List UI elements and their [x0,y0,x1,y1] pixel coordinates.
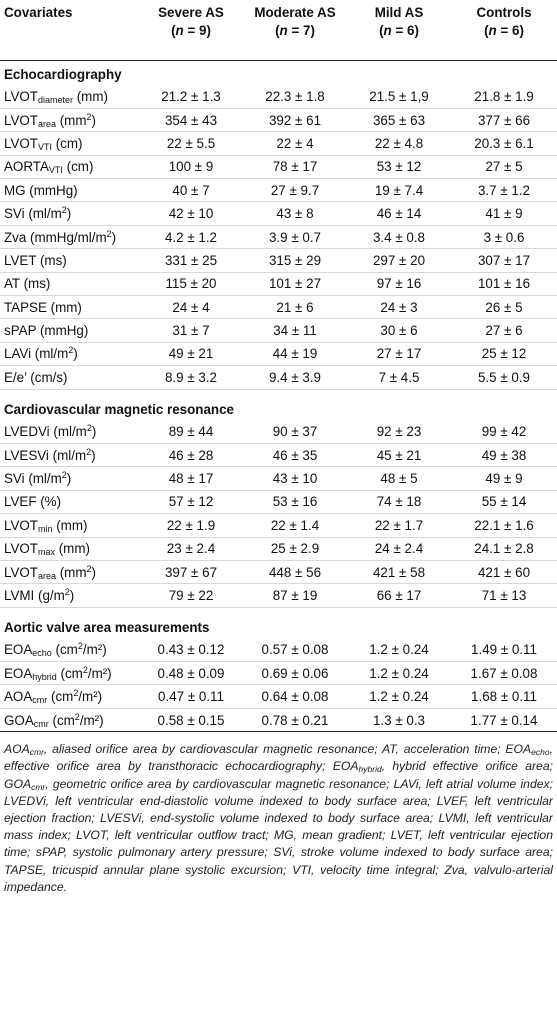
table-row [0,708,557,731]
value-cell: 100 ± 9 [139,155,243,178]
label-tail: ) [111,229,117,245]
value-cell: 49 ± 21 [139,342,243,365]
value-cell: 22 ± 1.4 [243,514,347,537]
footnote-text: , geometric orifice area by cardiovascular magnetic resonance; LAVi, left atrial volume index; LVEDVi, left ventricular end-diastolic volume indexed to body surface area; LVEF, left ventricular ejection fraction; LVESVi, end-systolic volume indexed to body surface area; LVMI, left ventricular mass index; LVOT, left ventricular outflow tract; MG, mean gradient; LVET, left ventricular ejection time; sPAP, systolic pulmonary artery pressure; SVi, stroke volume indexed to body surface area; TAPSE, tricuspid annular plane systolic excursion; VTI, velocity time integral; Zva, valvulo-arterial impedance. [4,776,553,894]
label-sup: 2 [106,228,112,239]
value-cell: 79 ± 22 [139,584,243,607]
value-cell: 9.4 ± 3.9 [243,366,347,389]
group-name: Controls [476,5,532,20]
value-cell: 21.2 ± 1.3 [139,85,243,108]
label-post: (mm) [55,541,90,557]
label-pre: EOA [4,642,33,658]
label-pre: LVOT [4,88,38,104]
value-cell: 331 ± 25 [139,249,243,272]
value-cell: 46 ± 35 [243,443,347,466]
value-cell: 21.5 ± 1,9 [347,85,451,108]
table-row [0,420,557,443]
value-cell: 3.9 ± 0.7 [243,225,347,248]
footnote-text: , aliased orifice area by cardiovascular magnetic resonance; AT, acceleration time; EOA [43,742,532,757]
value-cell: 40 ± 7 [139,179,243,202]
label-tail: ) [91,112,96,128]
value-cell: 22 ± 4.8 [347,132,451,155]
value-cell: 31 ± 7 [139,319,243,342]
value-cell: 0.57 ± 0.08 [243,638,347,661]
label-pre: LVOT [4,517,38,533]
value-cell: 27 ± 9.7 [243,179,347,202]
label-pre: Zva (mmHg/ml/m [4,229,107,245]
value-cell: 22.3 ± 1.8 [243,85,347,108]
value-cell: 22 ± 1.7 [347,514,451,537]
label-sup: 2 [61,205,67,216]
value-cell: 22 ± 5.5 [139,132,243,155]
label-tail: /m²) [79,712,104,728]
value-cell: 90 ± 37 [243,420,347,443]
label-sup: 2 [86,446,92,457]
value-cell: 421 ± 60 [451,560,557,583]
label-pre: LVEF (%) [4,494,62,510]
table-body [0,60,557,732]
label-post: (mm [56,564,87,580]
covariate-label [0,662,139,685]
section-title: Aortic valve area measurements [4,619,210,635]
label-pre: SVi (ml/m [4,471,62,487]
table-row [0,342,557,365]
value-cell: 30 ± 6 [347,319,451,342]
covariate-label [0,514,139,537]
value-cell: 3 ± 0.6 [451,225,557,248]
table-header [0,0,557,60]
value-cell: 0.78 ± 0.21 [243,708,347,731]
value-cell: 21 ± 6 [243,296,347,319]
value-cell: 297 ± 20 [347,249,451,272]
value-cell: 46 ± 14 [347,202,451,225]
covariate-label [0,490,139,513]
value-cell: 44 ± 19 [243,342,347,365]
value-cell: 34 ± 11 [243,319,347,342]
footnote-text: , hybrid effective orifice area; GOA [4,759,553,791]
value-cell: 354 ± 43 [139,108,243,131]
value-cell: 97 ± 16 [347,272,451,295]
value-cell: 66 ± 17 [347,584,451,607]
value-cell: 92 ± 23 [347,420,451,443]
label-sub: echo [32,648,52,659]
label-tail: ) [91,424,97,440]
covariate-label [0,537,139,560]
value-cell: 1.3 ± 0.3 [347,708,451,731]
label-pre: EOA [4,665,33,681]
group-name: Mild AS [374,5,424,20]
label-sub: hybrid [32,671,57,682]
label-tail: /m²) [87,665,112,681]
value-cell: 46 ± 28 [139,443,243,466]
value-cell: 41 ± 9 [451,202,557,225]
footnote-text: AOA [4,742,30,757]
label-pre: LVET (ms) [4,252,67,268]
value-cell: 7 ± 4.5 [347,366,451,389]
table-row [0,638,557,661]
value-cell: 27 ± 17 [347,342,451,365]
table-row [0,514,557,537]
value-cell: 1.2 ± 0.24 [347,662,451,685]
value-cell: 0.43 ± 0.12 [139,638,243,661]
value-cell: 1.2 ± 0.24 [347,685,451,708]
covariate-label [0,584,139,607]
value-cell: 0.69 ± 0.06 [243,662,347,685]
covariate-label [0,155,139,178]
value-cell: 4.2 ± 1.2 [139,225,243,248]
value-cell: 55 ± 14 [451,490,557,513]
covariate-label [0,560,139,583]
n-value: 7 [303,23,311,38]
value-cell: 49 ± 9 [451,467,557,490]
n-value: 6 [512,23,520,38]
label-sup: 2 [82,664,88,675]
value-cell: 315 ± 29 [243,249,347,272]
label-pre: GOA [4,712,34,728]
value-cell: 42 ± 10 [139,202,243,225]
table-row [0,443,557,466]
label-sup: 2 [64,587,70,597]
table-row [0,560,557,583]
table-row [0,537,557,560]
label-sub: VTI [48,165,63,176]
footnote-subscript: cmr [29,747,44,758]
label-sub: cmr [33,718,49,729]
footnote-subscript: hybrid [358,764,382,775]
label-pre: LVOT [4,112,38,128]
label-post: (cm [56,665,83,681]
covariate-label [0,638,139,661]
value-cell: 3.4 ± 0.8 [347,225,451,248]
covariate-label [0,319,139,342]
covariate-label [0,108,139,131]
value-cell: 45 ± 21 [347,443,451,466]
value-cell: 57 ± 12 [139,490,243,513]
value-cell: 27 ± 5 [451,155,557,178]
covariates-header: Covariates [4,5,73,20]
value-cell: 20.3 ± 6.1 [451,132,557,155]
covariate-label [0,272,139,295]
label-sup: 2 [68,345,74,356]
label-pre: TAPSE (mm) [4,299,82,315]
label-post: (mm) [73,88,108,104]
label-pre: E/e’ (cm/s) [4,369,68,385]
table-row [0,685,557,708]
section-row [0,613,557,638]
value-cell: 8.9 ± 3.2 [139,366,243,389]
covariate-label [0,366,139,389]
label-pre: LVOT [4,564,38,580]
value-cell: 74 ± 18 [347,490,451,513]
label-sub: VTI [37,141,52,152]
value-cell: 421 ± 58 [347,560,451,583]
n-value: 6 [407,23,415,38]
label-pre: AORTA [4,159,49,175]
group-name: Moderate AS [254,5,336,20]
value-cell: 26 ± 5 [451,296,557,319]
table-row [0,108,557,131]
table-row [0,662,557,685]
value-cell: 24 ± 3 [347,296,451,319]
label-post: (cm) [52,135,83,151]
value-cell: 3.7 ± 1.2 [451,179,557,202]
group-header-severe: Severe AS (n = 9) [158,5,224,38]
footnote-subscript: cmr [31,781,46,792]
value-cell: 392 ± 61 [243,108,347,131]
label-sup: 2 [73,688,79,699]
label-sup: 2 [86,563,92,574]
label-tail: /m²) [78,689,103,705]
label-sub: area [37,118,56,129]
n-label: n [383,23,392,38]
value-cell: 53 ± 16 [243,490,347,513]
value-cell: 27 ± 6 [451,319,557,342]
label-post: (cm [51,642,78,658]
value-cell: 0.48 ± 0.09 [139,662,243,685]
label-post: (cm [47,689,74,705]
label-sup: 2 [77,641,83,652]
value-cell: 19 ± 7.4 [347,179,451,202]
value-cell: 1.67 ± 0.08 [451,662,557,685]
covariate-label [0,467,139,490]
value-cell: 448 ± 56 [243,560,347,583]
label-post: (cm) [62,159,94,175]
value-cell: 43 ± 10 [243,467,347,490]
group-header-controls: Controls (n = 6) [476,5,532,38]
value-cell: 0.64 ± 0.08 [243,685,347,708]
value-cell: 1.2 ± 0.24 [347,638,451,661]
value-cell: 25 ± 12 [451,342,557,365]
label-pre: LVEDVi (ml/m [4,424,87,440]
value-cell: 101 ± 16 [451,272,557,295]
covariate-label [0,132,139,155]
label-sub: max [37,547,55,558]
label-pre: SVi (ml/m [4,206,62,222]
value-cell: 5.5 ± 0.9 [451,366,557,389]
footnote-subscript: echo [531,747,550,758]
value-cell: 1.77 ± 0.14 [451,708,557,731]
covariate-label [0,685,139,708]
value-cell: 25 ± 2.9 [243,537,347,560]
value-cell: 24.1 ± 2.8 [451,537,557,560]
covariate-label [0,443,139,466]
table-row [0,319,557,342]
section-title: Cardiovascular magnetic resonance [4,401,234,417]
footnote-text: , effective orifice area by transthoracic echocardiography; EOA [4,742,553,774]
value-cell: 99 ± 42 [451,420,557,443]
n-label: n [279,23,288,38]
label-sub: cmr [32,695,48,706]
value-cell: 23 ± 2.4 [139,537,243,560]
value-cell: 22 ± 4 [243,132,347,155]
label-pre: MG (mmHg) [4,182,78,198]
label-pre: AOA [4,689,33,705]
label-sub: area [37,570,56,581]
label-sub: diameter [37,94,73,105]
value-cell: 0.58 ± 0.15 [139,708,243,731]
n-value: 9 [199,23,207,38]
covariate-label [0,249,139,272]
table-row [0,272,557,295]
label-pre: LVOT [4,541,38,557]
label-pre: LVOT [4,135,38,151]
value-cell: 49 ± 38 [451,443,557,466]
label-sup: 2 [86,111,92,122]
table-row [0,584,557,607]
value-cell: 115 ± 20 [139,272,243,295]
label-sup: 2 [86,423,92,434]
n-label: n [175,23,184,38]
value-cell: 397 ± 67 [139,560,243,583]
covariate-label [0,179,139,202]
table-row [0,85,557,108]
value-cell: 48 ± 17 [139,467,243,490]
label-sub: min [37,523,53,534]
value-cell: 71 ± 13 [451,584,557,607]
table-row [0,179,557,202]
value-cell: 78 ± 17 [243,155,347,178]
group-name: Severe AS [158,5,224,20]
value-cell: 365 ± 63 [347,108,451,131]
covariate-label [0,296,139,319]
covariate-label [0,708,139,731]
value-cell: 48 ± 5 [347,467,451,490]
label-tail: /m²) [82,642,107,658]
value-cell: 307 ± 17 [451,249,557,272]
value-cell: 101 ± 27 [243,272,347,295]
label-sup: 2 [74,711,80,722]
section-row [0,60,557,85]
value-cell: 21.8 ± 1.9 [451,85,557,108]
label-tail: ) [66,471,72,487]
table-row [0,202,557,225]
table-row [0,249,557,272]
value-cell: 89 ± 44 [139,420,243,443]
table-row [0,296,557,319]
group-header-mild: Mild AS (n = 6) [374,5,424,38]
table-row [0,467,557,490]
value-cell: 53 ± 12 [347,155,451,178]
covariate-label [0,420,139,443]
table-row [0,225,557,248]
covariate-label [0,202,139,225]
covariate-label [0,225,139,248]
label-tail: ) [73,346,78,362]
value-cell: 24 ± 2.4 [347,537,451,560]
value-cell: 43 ± 8 [243,202,347,225]
value-cell: 87 ± 19 [243,584,347,607]
label-post: (cm [48,712,75,728]
value-cell: 1.68 ± 0.11 [451,685,557,708]
table-row [0,155,557,178]
label-sup: 2 [61,470,67,481]
table-footnote [0,732,557,896]
value-cell: 1.49 ± 0.11 [451,638,557,661]
label-post: (mm) [52,517,88,533]
section-title: Echocardiography [4,66,122,82]
label-tail: ) [69,588,75,603]
label-pre: LAVi (ml/m [4,346,69,362]
value-cell: 22.1 ± 1.6 [451,514,557,537]
group-header-moderate: Moderate AS (n = 7) [254,5,336,38]
n-label: n [488,23,497,38]
label-tail: ) [91,447,96,463]
table-row [0,132,557,155]
label-pre: LVESVi (ml/m [4,447,87,463]
section-row [0,395,557,420]
label-post: (mm [56,112,87,128]
value-cell: 377 ± 66 [451,108,557,131]
table-row [0,490,557,513]
label-tail: ) [66,206,72,222]
table-row [0,366,557,389]
label-pre: sPAP (mmHg) [4,323,89,339]
value-cell: 24 ± 4 [139,296,243,319]
label-pre: AT (ms) [4,276,51,292]
value-cell: 0.47 ± 0.11 [139,685,243,708]
label-pre: LVMI (g/m [4,588,65,603]
covariate-label [0,85,139,108]
value-cell: 22 ± 1.9 [139,514,243,537]
label-tail: ) [91,564,96,580]
covariate-label [0,342,139,365]
